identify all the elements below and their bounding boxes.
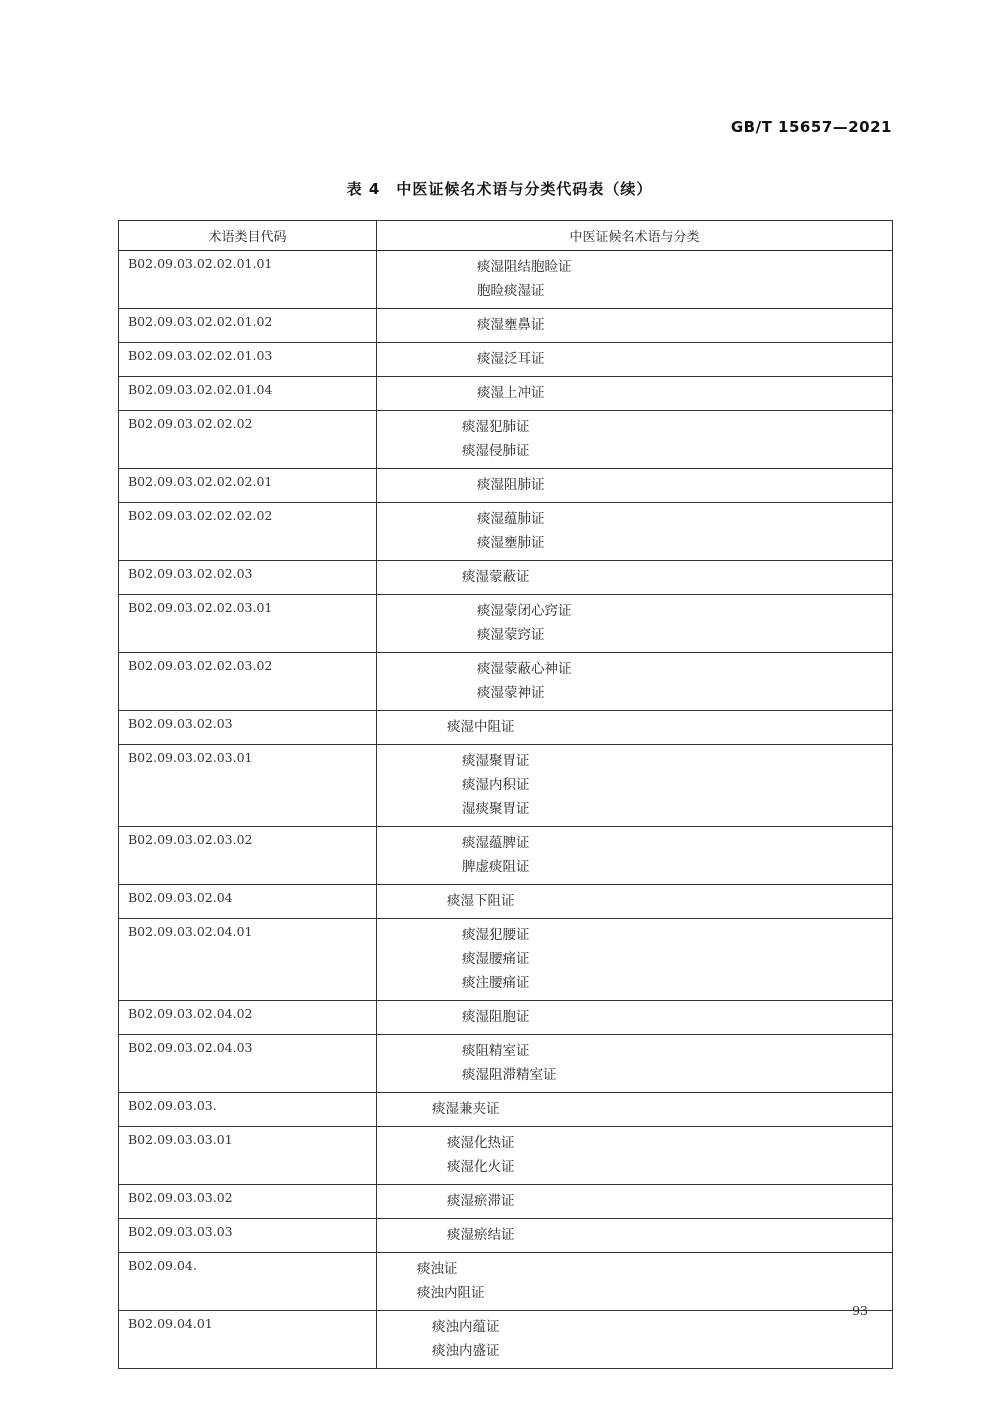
term-code-cell: B02.09.03.02.02.02.01 <box>119 469 377 503</box>
term-name: 痰湿上冲证 <box>477 385 545 401</box>
term-code-cell: B02.09.03.02.02.03 <box>119 561 377 595</box>
table-row <box>119 919 893 1001</box>
term-name: 痰湿内积证 <box>462 777 530 793</box>
term-name: 痰阻精室证 <box>462 1043 530 1059</box>
term-name: 痰湿蒙神证 <box>477 685 545 701</box>
term-name: 痰湿阻肺证 <box>477 477 545 493</box>
term-code-cell: B02.09.03.02.02.01.04 <box>119 377 377 411</box>
table-row <box>119 377 893 411</box>
term-names-cell <box>377 377 893 411</box>
term-names-cell <box>377 251 893 309</box>
terminology-table <box>118 220 893 1369</box>
term-code-cell: B02.09.03.02.04.02 <box>119 1001 377 1035</box>
term-name: 痰湿蒙窍证 <box>477 627 545 643</box>
term-names-cell <box>377 827 893 885</box>
table-row <box>119 1127 893 1185</box>
term-name: 痰湿蕴肺证 <box>477 511 545 527</box>
term-names-cell <box>377 1093 893 1127</box>
term-name: 痰湿下阻证 <box>447 893 515 909</box>
term-code-cell: B02.09.03.03.01 <box>119 1127 377 1185</box>
term-names-cell <box>377 919 893 1001</box>
table-row <box>119 1253 893 1311</box>
term-name: 湿痰聚胃证 <box>462 801 530 817</box>
table-row <box>119 561 893 595</box>
term-names-cell <box>377 1219 893 1253</box>
term-name: 痰湿阻结胞睑证 <box>477 259 572 275</box>
table-row <box>119 503 893 561</box>
table-row <box>119 595 893 653</box>
term-name: 痰湿阻滞精室证 <box>462 1067 557 1083</box>
term-name: 痰湿蒙蔽证 <box>462 569 530 585</box>
term-name: 痰湿化热证 <box>447 1135 515 1151</box>
term-name: 痰湿侵肺证 <box>462 443 530 459</box>
table-row <box>119 251 893 309</box>
term-code-cell: B02.09.03.02.03 <box>119 711 377 745</box>
term-code-cell: B02.09.03.02.03.01 <box>119 745 377 827</box>
term-code-cell: B02.09.03.02.03.02 <box>119 827 377 885</box>
table-title: 中医证候名术语与分类代码表（续） <box>396 180 653 198</box>
term-code-cell: B02.09.03.02.02.01.01 <box>119 251 377 309</box>
term-name: 痰湿聚胃证 <box>462 753 530 769</box>
term-name: 痰注腰痛证 <box>462 975 530 991</box>
term-name: 痰湿壅鼻证 <box>477 317 545 333</box>
table-row <box>119 745 893 827</box>
term-names-cell <box>377 561 893 595</box>
term-code-cell: B02.09.03.03. <box>119 1093 377 1127</box>
page-number: 93 <box>852 1303 868 1318</box>
term-code-cell: B02.09.04.01 <box>119 1311 377 1369</box>
table-row <box>119 885 893 919</box>
term-code-cell: B02.09.04. <box>119 1253 377 1311</box>
table-row <box>119 1035 893 1093</box>
table-number: 表 4 <box>346 180 381 198</box>
term-name: 痰浊内阻证 <box>417 1285 485 1301</box>
term-code-cell: B02.09.03.03.02 <box>119 1185 377 1219</box>
table-row <box>119 1219 893 1253</box>
term-code-cell: B02.09.03.02.02.01.02 <box>119 309 377 343</box>
term-code-cell: B02.09.03.02.04.01 <box>119 919 377 1001</box>
table-row <box>119 711 893 745</box>
term-names-cell <box>377 653 893 711</box>
table-row <box>119 1185 893 1219</box>
table-row <box>119 827 893 885</box>
table-row <box>119 411 893 469</box>
table-body <box>119 251 893 1369</box>
term-code-cell: B02.09.03.02.02.03.01 <box>119 595 377 653</box>
term-name: 痰湿犯腰证 <box>462 927 530 943</box>
term-name: 痰湿阻胞证 <box>462 1009 530 1025</box>
column-header-code: 术语类目代码 <box>119 221 377 251</box>
table-row <box>119 1093 893 1127</box>
term-code-cell: B02.09.03.02.02.02.02 <box>119 503 377 561</box>
term-names-cell <box>377 1035 893 1093</box>
term-name: 痰湿瘀结证 <box>447 1227 515 1243</box>
table-header-row <box>119 221 893 251</box>
table-caption <box>0 178 999 199</box>
table-row <box>119 469 893 503</box>
term-names-cell <box>377 503 893 561</box>
term-name: 痰湿泛耳证 <box>477 351 545 367</box>
term-names-cell <box>377 1253 893 1311</box>
term-names-cell <box>377 1127 893 1185</box>
term-names-cell <box>377 309 893 343</box>
term-name: 痰湿蒙闭心窍证 <box>477 603 572 619</box>
term-code-cell: B02.09.03.02.02.03.02 <box>119 653 377 711</box>
term-name: 痰浊内盛证 <box>432 1343 500 1359</box>
table-row <box>119 309 893 343</box>
term-names-cell <box>377 469 893 503</box>
term-code-cell: B02.09.03.03.03 <box>119 1219 377 1253</box>
table-row <box>119 1001 893 1035</box>
term-names-cell <box>377 1185 893 1219</box>
term-name: 胞睑痰湿证 <box>477 283 545 299</box>
term-name: 痰湿蕴脾证 <box>462 835 530 851</box>
term-name: 痰浊证 <box>417 1261 458 1277</box>
table-row <box>119 343 893 377</box>
term-name: 痰湿瘀滞证 <box>447 1193 515 1209</box>
column-header-terms: 中医证候名术语与分类 <box>377 221 893 251</box>
term-names-cell <box>377 711 893 745</box>
term-name: 痰湿蒙蔽心神证 <box>477 661 572 677</box>
term-code-cell: B02.09.03.02.02.01.03 <box>119 343 377 377</box>
table-row <box>119 1311 893 1369</box>
term-names-cell <box>377 885 893 919</box>
term-name: 痰湿化火证 <box>447 1159 515 1175</box>
term-name: 痰湿壅肺证 <box>477 535 545 551</box>
term-names-cell <box>377 595 893 653</box>
term-name: 痰湿兼夹证 <box>432 1101 500 1117</box>
table-row <box>119 653 893 711</box>
term-name: 痰湿腰痛证 <box>462 951 530 967</box>
term-name: 脾虚痰阻证 <box>462 859 530 875</box>
term-names-cell <box>377 1001 893 1035</box>
term-names-cell <box>377 745 893 827</box>
term-name: 痰浊内蕴证 <box>432 1319 500 1335</box>
term-name: 痰湿犯肺证 <box>462 419 530 435</box>
term-names-cell <box>377 1311 893 1369</box>
term-code-cell: B02.09.03.02.04 <box>119 885 377 919</box>
term-names-cell <box>377 343 893 377</box>
term-names-cell <box>377 411 893 469</box>
standard-number: GB/T 15657—2021 <box>730 118 892 136</box>
term-code-cell: B02.09.03.02.02.02 <box>119 411 377 469</box>
term-name: 痰湿中阻证 <box>447 719 515 735</box>
term-code-cell: B02.09.03.02.04.03 <box>119 1035 377 1093</box>
